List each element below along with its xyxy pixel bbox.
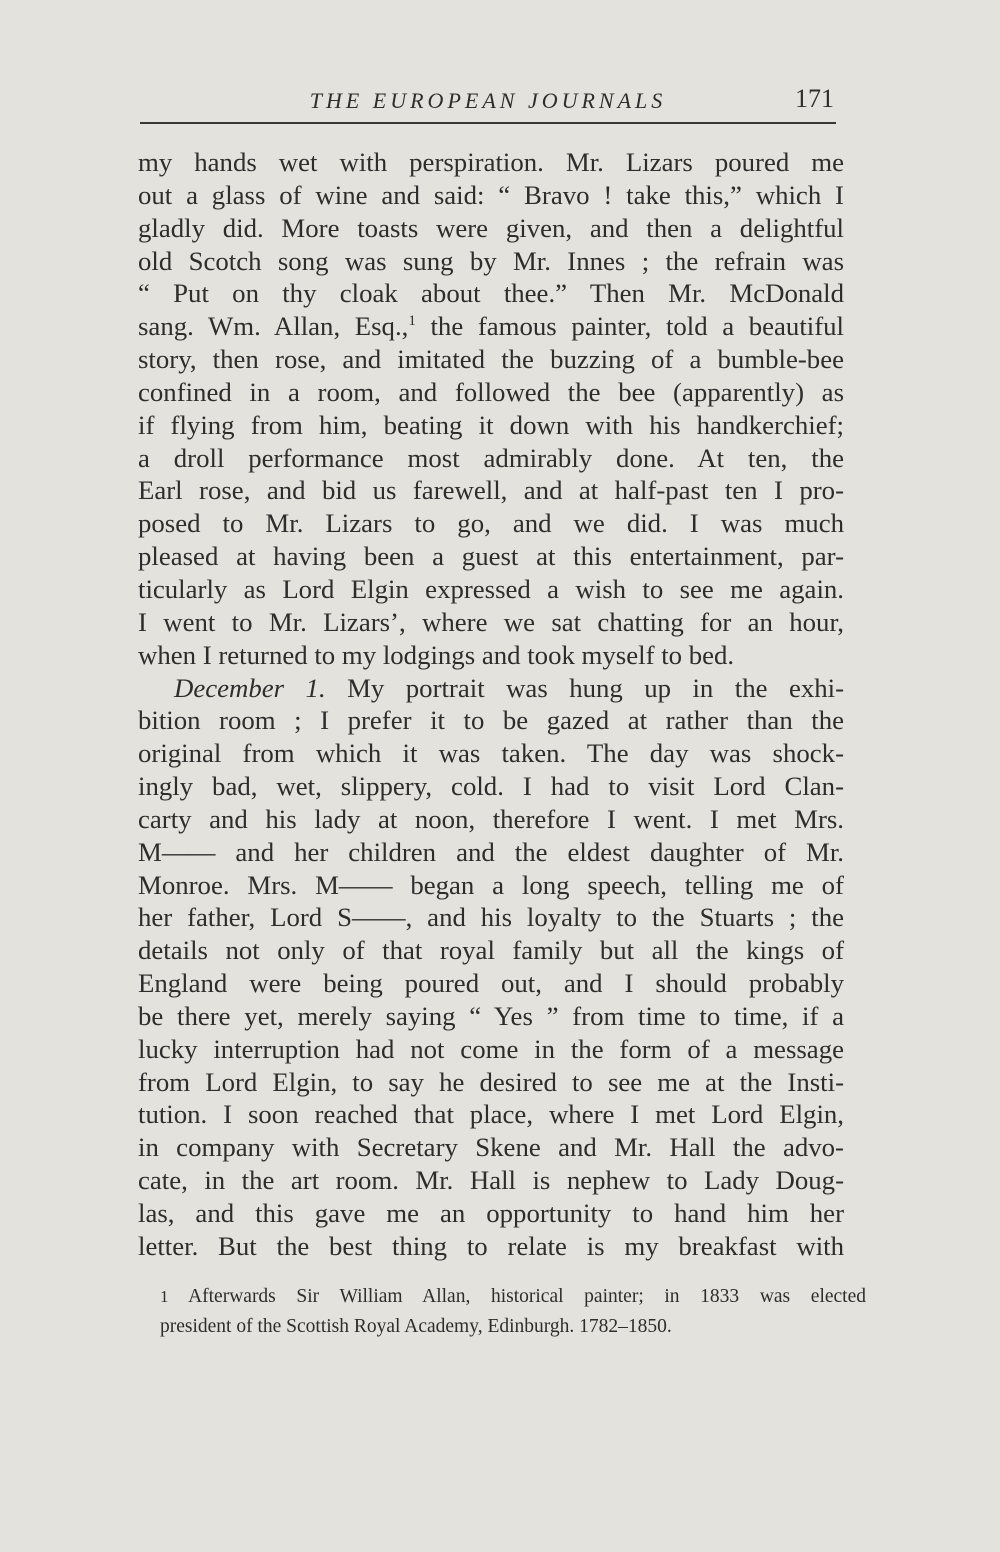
text-line: lucky interruption had not come in the form of a message [138, 1033, 844, 1064]
text-line: tution. I soon reached that place, where I met Lord Elgin, [138, 1099, 844, 1130]
text-line: original from which it was taken. The day was shock- [138, 738, 844, 769]
footnote-text: Afterwards Sir William Allan, historical painter; in 1833 was elected [168, 1286, 866, 1307]
text-line: be there yet, merely saying “ Yes ” from time to time, if a [138, 1000, 844, 1031]
footnote-marker: 1 [160, 1287, 169, 1306]
footnote [160, 1282, 866, 1342]
text-line: my hands wet with perspiration. Mr. Lizars poured me [138, 147, 844, 177]
text-line: details not only of that royal family but all the kings of [138, 935, 844, 966]
page-number: 171 [795, 84, 834, 113]
page-header [140, 86, 836, 126]
text-line: posed to Mr. Lizars to go, and we did. I was much [138, 508, 844, 539]
text-line: a droll performance most admirably done. At ten, the [138, 442, 844, 473]
text-line: pleased at having been a guest at this entertainment, par- [138, 541, 844, 572]
text-line: las, and this gave me an opportunity to hand him her [138, 1198, 844, 1228]
text-segment: sang. Wm. Allan, Esq., [138, 311, 409, 342]
text-line: in company with Secretary Skene and Mr. Hall the advo- [138, 1132, 844, 1163]
text-line: England were being poured out, and I should probably [138, 968, 844, 999]
text-line: Monroe. Mrs. M—— began a long speech, telling me of [138, 869, 844, 900]
text-line: M—— and her children and the eldest daughter of Mr. [138, 836, 844, 867]
footnote-line: president of the Scottish Royal Academy, Edinburgh. 1782–1850. [160, 1316, 672, 1337]
text-line: Earl rose, and bid us farewell, and at half-past ten I pro- [138, 475, 844, 506]
text-line: “ Put on thy cloak about thee.” Then Mr. McDonald [138, 278, 844, 309]
text-line: gladly did. More toasts were given, and then a delightful [138, 212, 844, 243]
text-line: her father, Lord S——, and his loyalty to the Stuarts ; the [138, 902, 844, 933]
footnote-line [160, 1282, 866, 1312]
text-line-dated [138, 672, 844, 705]
footnote-reference: 1 [408, 313, 416, 330]
text-line: if flying from him, beating it down with his handkerchief; [138, 409, 844, 440]
text-line: confined in a room, and followed the bee (apparently) as [138, 376, 844, 407]
running-title: THE EUROPEAN JOURNALS [309, 88, 667, 113]
text-line: ticularly as Lord Elgin expressed a wish to see me again. [138, 573, 844, 604]
text-line: cate, in the art room. Mr. Hall is nephew to Lady Doug- [138, 1165, 844, 1196]
text-segment: the famous painter, told a beautiful [415, 311, 844, 342]
text-line: when I returned to my lodgings and took myself to bed. [138, 639, 735, 670]
text-segment: My portrait was hung up in the exhi- [325, 672, 844, 703]
text-line: I went to Mr. Lizars’, where we sat chatting for an hour, [138, 606, 844, 637]
text-line: old Scotch song was sung by Mr. Innes ; the refrain was [138, 245, 844, 276]
text-line-with-footnote [138, 310, 844, 343]
text-line: story, then rose, and imitated the buzzing of a bumble-bee [138, 344, 844, 375]
body-text [138, 146, 844, 1263]
text-line: from Lord Elgin, to say he desired to see me at the Insti- [138, 1066, 844, 1097]
text-line: carty and his lady at noon, therefore I went. I met Mrs. [138, 803, 844, 834]
text-line: out a glass of wine and said: “ Bravo ! take this,” which I [138, 179, 844, 210]
text-line: letter. But the best thing to relate is my breakfast with [138, 1230, 844, 1261]
header-rule [140, 122, 836, 124]
text-line: bition room ; I prefer it to be gazed at rather than the [138, 705, 844, 736]
date-heading: December 1. [174, 672, 326, 703]
text-line: ingly bad, wet, slippery, cold. I had to visit Lord Clan- [138, 771, 844, 802]
